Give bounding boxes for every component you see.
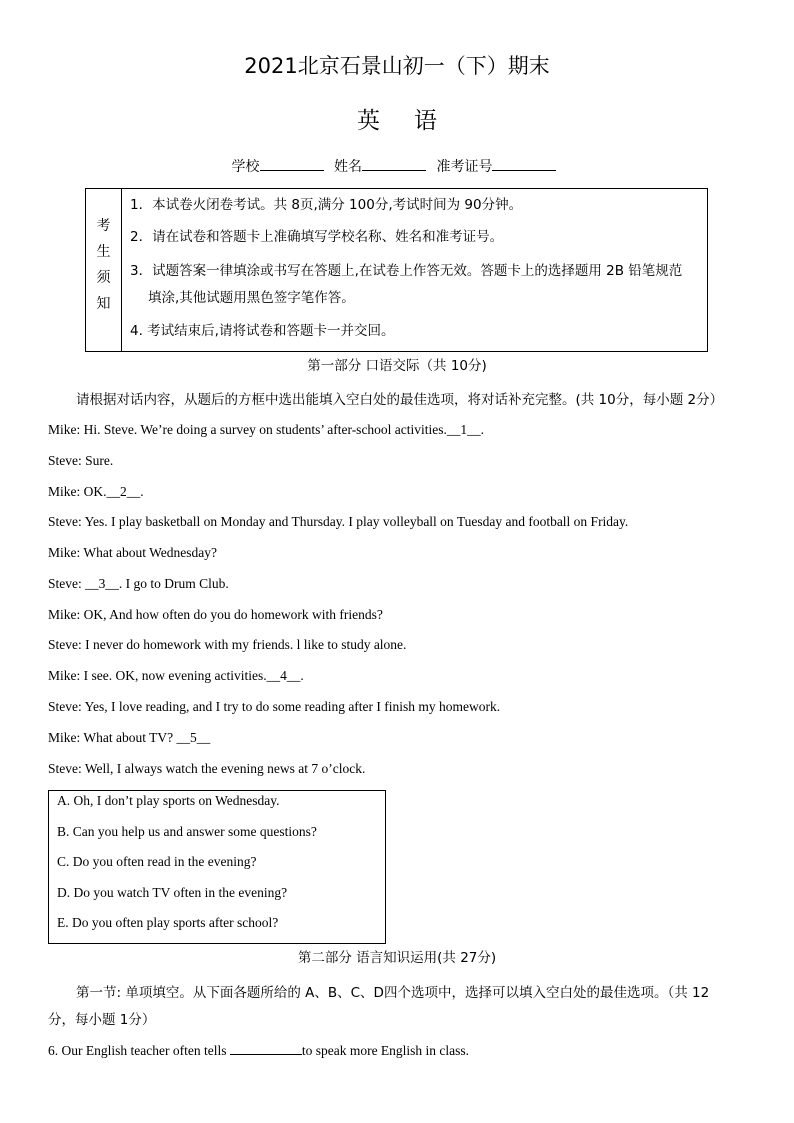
school-blank (260, 157, 324, 171)
name-blank (362, 157, 426, 171)
notice-label-char: 知 (96, 296, 111, 312)
school-label: 学校 (231, 159, 260, 175)
notice-label (86, 189, 122, 351)
exam-id-blank (492, 157, 556, 171)
exam-id-label: 准考证号 (436, 159, 493, 175)
dialogue-line: Steve: Yes. I play basketball on Monday and Thursday. I play volleyball on Tuesday and football on Friday. (48, 514, 629, 529)
dialogue-line: Mike: OK.__2__. (48, 484, 144, 499)
candidate-notice-box (85, 188, 708, 352)
option-c: C. Do you often read in the evening? (57, 854, 257, 869)
answer-options-box (48, 790, 386, 944)
answer-blank (230, 1042, 302, 1055)
exam-title: 2021北京石景山初一（下）期末 (244, 54, 550, 78)
question-6-text: 6. Our English teacher often tells (48, 1043, 230, 1058)
question-6 (48, 1042, 469, 1059)
dialogue-line: Steve: Sure. (48, 453, 114, 468)
part2-heading: 第二部分 语言知识运用(共 27分) (297, 950, 497, 966)
student-info-line (0, 156, 794, 176)
dialogue-line: Mike: What about TV? __5__ (48, 730, 211, 745)
dialogue-line: Steve: Yes, I love reading, and I try to do some reading after I finish my homework. (48, 699, 501, 714)
notice-item: 填涂,其他试题用黑色签字笔作答。 (148, 290, 355, 306)
notice-label-char: 须 (96, 270, 111, 286)
part2-instruction: 第一节: 单项填空。从下面各题所给的 A、B、C、D四个选项中，选择可以填入空白处的最佳选项。（共 12 (76, 985, 710, 1001)
dialogue-line: Steve: Well, I always watch the evening news at 7 o’clock. (48, 761, 366, 776)
notice-label-char: 考 (96, 218, 111, 234)
part1-instruction: 请根据对话内容，从题后的方框中选出能填入空白处的最佳选项，将对话补充完整。(共 10分，每小题 2分） (76, 392, 724, 408)
dialogue-line: Steve: I never do homework with my friends. l like to study alone. (48, 637, 407, 652)
dialogue-line: Steve: __3__. I go to Drum Club. (48, 576, 229, 591)
option-d: D. Do you watch TV often in the evening? (57, 885, 288, 900)
option-b: B. Can you help us and answer some questions? (57, 824, 317, 839)
subject-title: 英语 (357, 108, 471, 134)
dialogue-line: Mike: I see. OK, now evening activities.__4__. (48, 668, 304, 683)
dialogue-line: Mike: What about Wednesday? (48, 545, 217, 560)
notice-item: 2．请在试卷和答题卡上准确填写学校名称、姓名和准考证号。 (130, 229, 504, 245)
notice-label-char: 生 (96, 244, 111, 260)
question-6-text-end: to speak more English in class. (301, 1043, 470, 1058)
part2-instruction-cont: 分，每小题 1分） (48, 1012, 156, 1028)
notice-item: 1．本试卷火闭卷考试。共 8页,满分 100分,考试时间为 90分钟。 (130, 197, 523, 213)
option-a: A. Oh, I don’t play sports on Wednesday. (57, 793, 280, 808)
name-label: 姓名 (334, 159, 362, 175)
part1-heading: 第一部分 口语交际（共 10分) (307, 358, 487, 374)
notice-item: 4. 考试结束后,请将试卷和答题卡一并交回。 (130, 323, 395, 339)
dialogue-line: Mike: Hi. Steve. We’re doing a survey on students’ after-school activities.__1__. (48, 422, 485, 437)
dialogue-line: Mike: OK, And how often do you do homework with friends? (48, 607, 383, 622)
notice-item: 3．试题答案一律填涂或书写在答题上,在试卷上作答无效。答题卡上的选择题用 2B 铅笔规范 (130, 263, 683, 279)
option-e: E. Do you often play sports after school? (57, 915, 279, 930)
